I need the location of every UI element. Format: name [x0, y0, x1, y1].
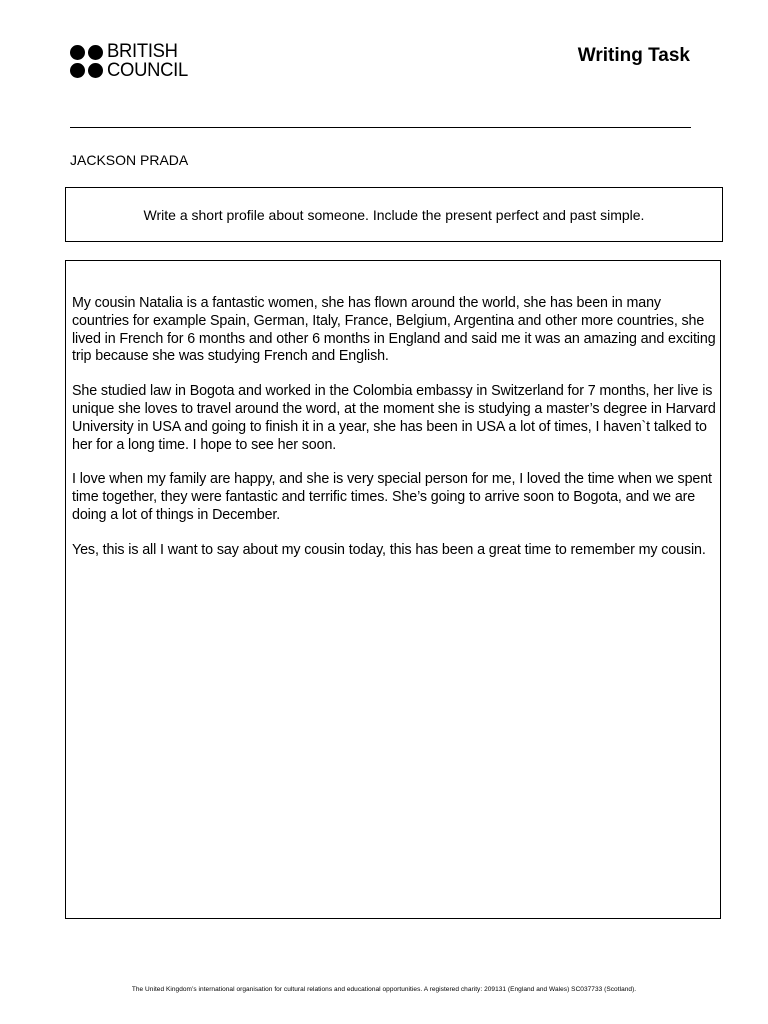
student-name: JACKSON PRADA: [70, 152, 189, 168]
logo-line-2: COUNCIL: [107, 60, 188, 81]
answer-paragraph-2: She studied law in Bogota and worked in the Colombia embassy in Switzerland for 7 months, her live is unique she loves to travel around the word, at the moment she is studying a master’s degree in Harvard University in USA and going to finish it in a year, she has been in USA a lot of times, I haven`t talked to her for a long time. I hope to see her soon.: [72, 383, 716, 453]
answer-paragraph-3: I love when my family are happy, and she is very special person for me, I loved the time when we spent time together, they were fantastic and terrific times. She’s going to arrive soon to Bogota, and we are doing a lot of things in December.: [72, 471, 712, 523]
task-prompt-text: Write a short profile about someone. Include the present perfect and past simple.: [143, 206, 645, 223]
document-title: Writing Task: [577, 45, 690, 66]
british-council-logo: [70, 42, 190, 80]
answer-paragraph-4: Yes, this is all I want to say about my cousin today, this has been a great time to remember my cousin.: [72, 541, 706, 558]
logo-text: [107, 42, 188, 80]
logo-dots-icon: [70, 45, 103, 78]
logo-line-1: BRITISH: [107, 41, 178, 62]
answer-paragraph-1: My cousin Natalia is a fantastic women, she has flown around the world, she has been in many countries for example Spain, German, Italy, France, Belgium, Argentina and other more countries, she lived in French for 6 months and other 6 months in England and said me it was an amazing and exciting trip because she was studying French and English.: [72, 295, 716, 365]
task-prompt-box: [65, 187, 723, 242]
header-divider: [70, 127, 691, 128]
footer-note: The United Kingdom’s international organisation for cultural relations and educational opportunities. A registered charity: 209131 (England and Wales) SC037733 (Scotland).: [131, 986, 637, 993]
answer-box: [65, 260, 721, 919]
